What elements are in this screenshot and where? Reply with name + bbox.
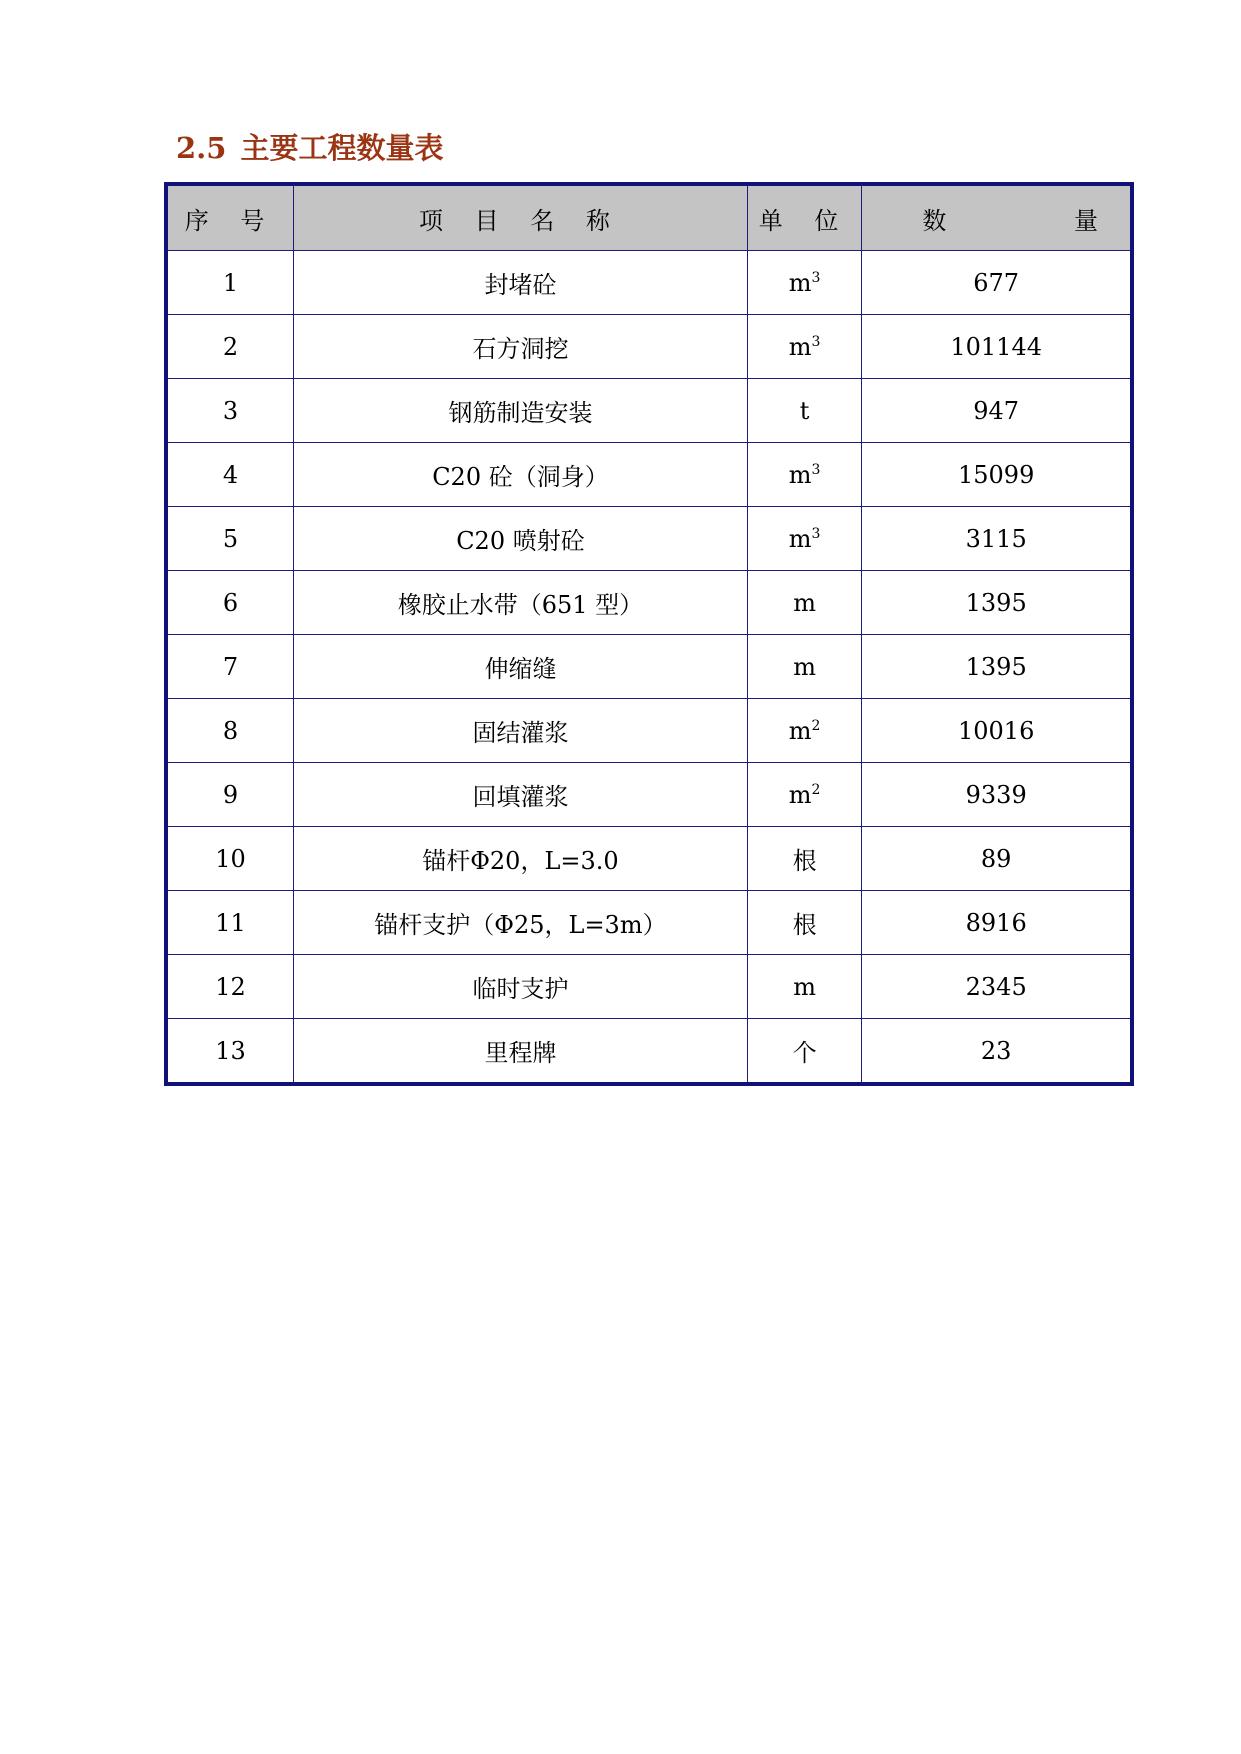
cell-unit — [747, 763, 861, 827]
unit-base: m — [788, 524, 812, 553]
cell-unit — [747, 571, 861, 635]
table-body — [166, 251, 1132, 1085]
cell-unit — [747, 891, 861, 955]
table-row — [166, 507, 1132, 571]
table-row — [166, 827, 1132, 891]
cell-seq: 11 — [166, 891, 294, 955]
cell-seq: 1 — [166, 251, 294, 315]
header-qty: 数 量 — [862, 184, 1132, 251]
cell-quantity: 10016 — [862, 699, 1132, 763]
cell-quantity: 2345 — [862, 955, 1132, 1019]
cell-quantity: 9339 — [862, 763, 1132, 827]
cell-item-name: 回填灌浆 — [294, 763, 748, 827]
cell-item-name: 锚杆Φ20，L=3.0 — [294, 827, 748, 891]
unit-base: m — [788, 332, 812, 361]
cell-seq: 6 — [166, 571, 294, 635]
cell-seq: 10 — [166, 827, 294, 891]
table-row — [166, 571, 1132, 635]
unit-base: 根 — [792, 847, 817, 875]
cell-unit — [747, 1019, 861, 1085]
cell-item-name: 固结灌浆 — [294, 699, 748, 763]
cell-unit — [747, 315, 861, 379]
table-row — [166, 891, 1132, 955]
cell-item-name: 钢筋制造安装 — [294, 379, 748, 443]
unit-base: m — [793, 972, 816, 1001]
table-row — [166, 443, 1132, 507]
cell-seq: 4 — [166, 443, 294, 507]
cell-unit — [747, 251, 861, 315]
cell-item-name: 石方洞挖 — [294, 315, 748, 379]
cell-seq: 9 — [166, 763, 294, 827]
header-unit: 单 位 — [747, 184, 861, 251]
header-seq: 序 号 — [166, 184, 294, 251]
cell-item-name: 伸缩缝 — [294, 635, 748, 699]
table-row — [166, 379, 1132, 443]
quantity-table — [164, 182, 1158, 1086]
table-header-row — [166, 184, 1132, 251]
cell-quantity: 23 — [862, 1019, 1132, 1085]
unit-base: m — [788, 716, 812, 745]
cell-seq: 5 — [166, 507, 294, 571]
cell-seq: 12 — [166, 955, 294, 1019]
table-row — [166, 635, 1132, 699]
cell-quantity: 3115 — [862, 507, 1132, 571]
unit-exponent: 2 — [811, 717, 821, 734]
cell-seq: 8 — [166, 699, 294, 763]
cell-seq: 2 — [166, 315, 294, 379]
cell-item-name: C20 喷射砼 — [294, 507, 748, 571]
unit-base: m — [788, 780, 812, 809]
unit-exponent: 3 — [811, 333, 821, 350]
section-title: 主要工程数量表 — [240, 131, 444, 165]
cell-quantity: 1395 — [862, 571, 1132, 635]
cell-seq: 3 — [166, 379, 294, 443]
cell-unit — [747, 507, 861, 571]
cell-item-name: 封堵砼 — [294, 251, 748, 315]
table-row — [166, 1019, 1132, 1085]
table-row — [166, 955, 1132, 1019]
cell-seq: 13 — [166, 1019, 294, 1085]
cell-item-name: 里程牌 — [294, 1019, 748, 1085]
unit-base: m — [788, 460, 812, 489]
table-row — [166, 315, 1132, 379]
table-row — [166, 699, 1132, 763]
cell-quantity: 1395 — [862, 635, 1132, 699]
unit-base: m — [793, 652, 816, 681]
cell-item-name: 锚杆支护（Φ25，L=3m） — [294, 891, 748, 955]
unit-base: 个 — [792, 1039, 817, 1067]
cell-quantity: 15099 — [862, 443, 1132, 507]
cell-unit — [747, 955, 861, 1019]
cell-quantity: 89 — [862, 827, 1132, 891]
cell-quantity: 8916 — [862, 891, 1132, 955]
unit-exponent: 3 — [811, 461, 821, 478]
table-row — [166, 251, 1132, 315]
unit-base: t — [799, 396, 810, 425]
cell-unit — [747, 699, 861, 763]
header-name: 项 目 名 称 — [294, 184, 748, 251]
cell-item-name: 橡胶止水带（651 型） — [294, 571, 748, 635]
cell-seq: 7 — [166, 635, 294, 699]
section-heading — [176, 128, 443, 168]
cell-unit — [747, 635, 861, 699]
cell-item-name: C20 砼（洞身） — [294, 443, 748, 507]
unit-exponent: 3 — [811, 269, 821, 286]
cell-quantity: 947 — [862, 379, 1132, 443]
unit-exponent: 3 — [811, 525, 821, 542]
section-number: 2.5 — [176, 131, 227, 165]
unit-base: m — [793, 588, 816, 617]
cell-quantity: 101144 — [862, 315, 1132, 379]
table-row — [166, 763, 1132, 827]
cell-unit — [747, 379, 861, 443]
cell-item-name: 临时支护 — [294, 955, 748, 1019]
cell-unit — [747, 443, 861, 507]
unit-exponent: 2 — [811, 781, 821, 798]
cell-quantity: 677 — [862, 251, 1132, 315]
unit-base: m — [788, 268, 812, 297]
unit-base: 根 — [792, 911, 817, 939]
cell-unit — [747, 827, 861, 891]
